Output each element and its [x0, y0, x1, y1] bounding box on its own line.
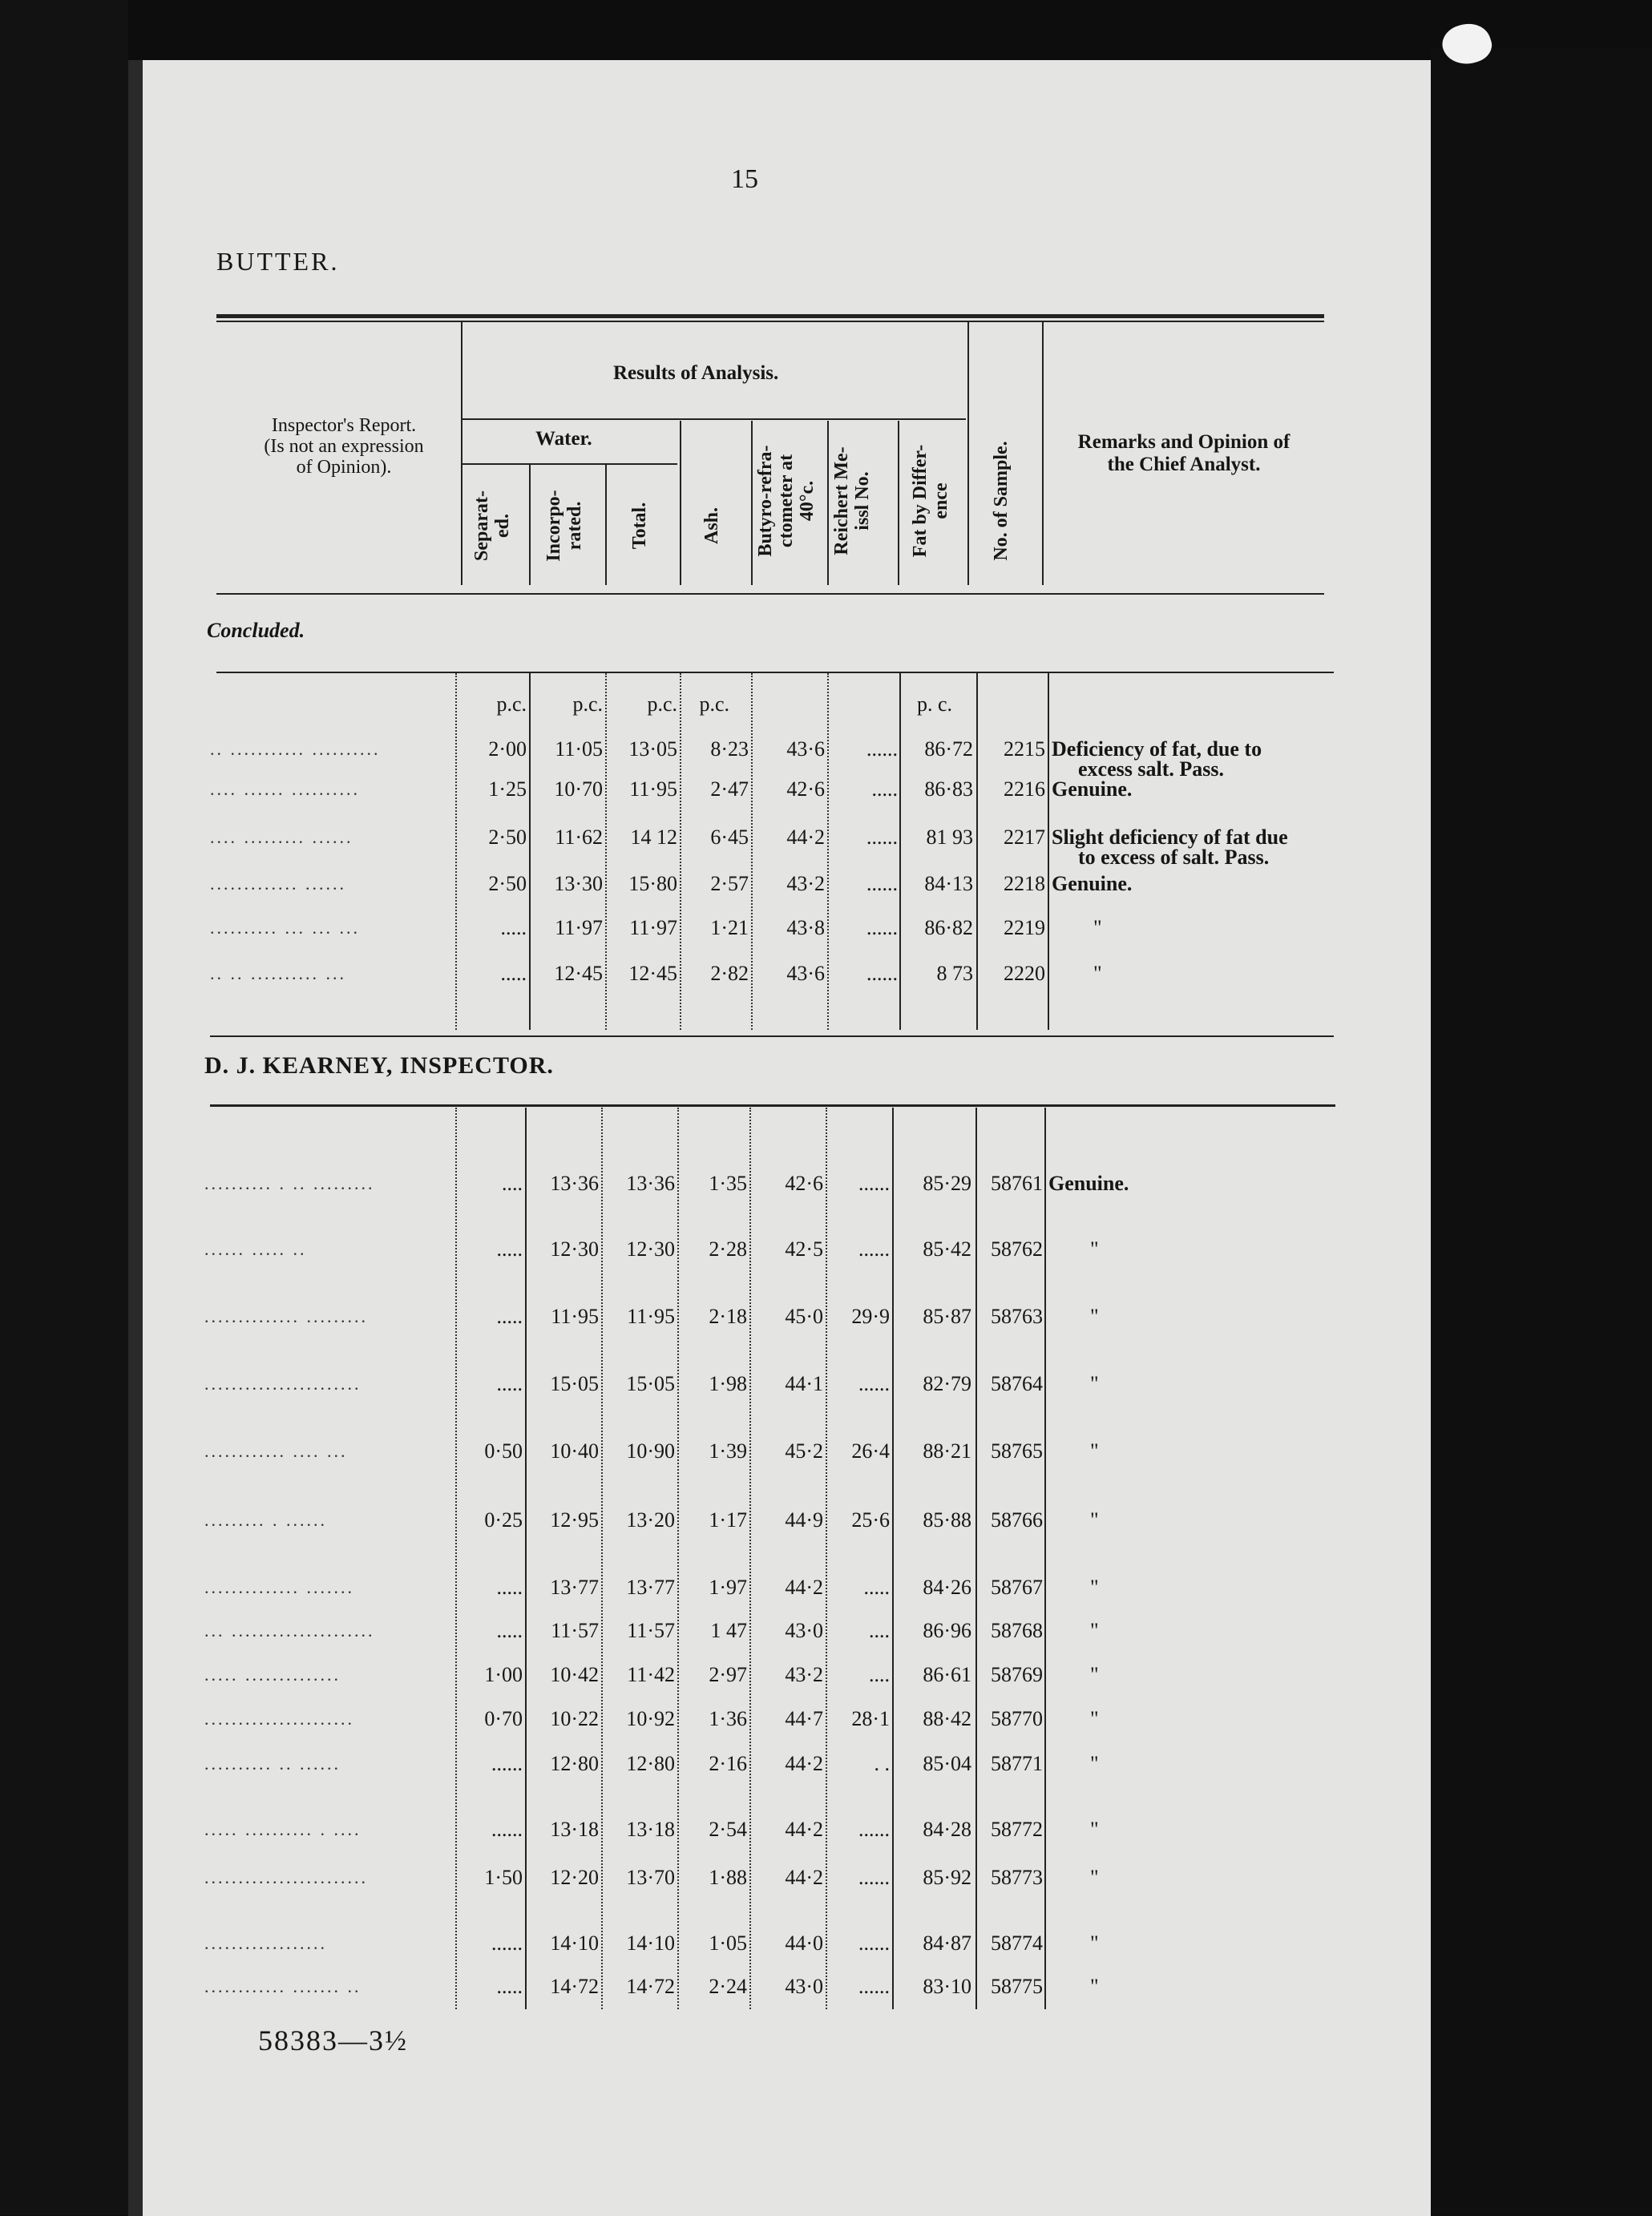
ash-cell: 2·16 [709, 1752, 747, 1775]
sample-no-cell: 58764 [991, 1372, 1043, 1395]
sep-cell: ...... [491, 1931, 523, 1955]
unit-sep: p.c. [496, 692, 527, 716]
reichert-cell: ...... [858, 1975, 890, 1998]
footer-code: 58383—3½ [258, 2024, 408, 2057]
fat-cell: 86·61 [923, 1663, 971, 1686]
header-vline [461, 321, 462, 585]
reichert-cell: .... [869, 1663, 890, 1686]
ash-cell: 2·18 [709, 1305, 747, 1328]
tot-cell: 14·10 [626, 1931, 675, 1955]
table1-top-rule [216, 672, 1334, 673]
tot-cell: 10·92 [626, 1707, 675, 1730]
header-line: of Opinion). [296, 457, 392, 478]
butyro-cell: 44·9 [785, 1508, 823, 1532]
butyro-cell: 43·0 [785, 1619, 823, 1642]
header-line: Fat by Differ- [910, 444, 931, 558]
reichert-cell: ...... [866, 916, 898, 939]
header-vline [751, 421, 753, 585]
page-gutter-shadow [128, 60, 143, 2216]
ash-cell: 2·28 [709, 1237, 747, 1261]
incorporated-col-header [543, 462, 592, 590]
sep-cell: ...... [491, 1818, 523, 1841]
sample-no-cell: 2216 [1004, 777, 1045, 801]
header-line: Reichert Me- [831, 446, 852, 555]
tot-cell: 12·45 [628, 962, 677, 985]
reichert-cell: ...... [858, 1237, 890, 1261]
inc-cell: 10·22 [550, 1707, 599, 1730]
tot-cell: 12·30 [626, 1237, 675, 1261]
butyro-cell: 44·2 [785, 1818, 823, 1841]
butyro-cell: 43·2 [786, 872, 825, 895]
sample-no-cell: 58763 [991, 1305, 1043, 1328]
reichert-cell: ...... [858, 1818, 890, 1841]
sep-cell: 0·50 [484, 1439, 523, 1463]
remark-cell: " [1090, 1439, 1099, 1463]
tot-cell: 14·72 [626, 1975, 675, 1998]
reichert-cell: ...... [858, 1372, 890, 1395]
inc-cell: 10·42 [550, 1663, 599, 1686]
remark-cell: " [1090, 1305, 1099, 1328]
row-leader-dots: ... ..................... [204, 1621, 375, 1641]
tot-cell: 13·36 [626, 1172, 675, 1195]
sep-cell: ..... [496, 1237, 523, 1261]
fat-col-header [910, 433, 956, 569]
header-line: ctometer at [776, 454, 797, 548]
ash-cell: 2·82 [710, 962, 749, 985]
table2-vline [455, 1108, 457, 2009]
butyro-cell: 43·0 [785, 1975, 823, 1998]
page-number: 15 [731, 164, 758, 194]
butyro-cell: 45·2 [785, 1439, 823, 1463]
sep-cell: ...... [491, 1752, 523, 1775]
header-line: Incorpo- [543, 490, 564, 562]
inc-cell: 14·72 [550, 1975, 599, 1998]
inc-cell: 11·97 [555, 916, 603, 939]
remark-line: Slight deficiency of fat due [1052, 825, 1288, 849]
row-leader-dots: .......... .. ...... [204, 1754, 341, 1774]
remark-line: Genuine. [1052, 777, 1133, 801]
scan-background-right [1431, 48, 1652, 2215]
unit-inc: p.c. [572, 692, 603, 716]
sample-no-cell: 58762 [991, 1237, 1043, 1261]
sep-cell: ..... [496, 1975, 523, 1998]
tot-cell: 15·05 [626, 1372, 675, 1395]
header-line: 40°c. [797, 480, 818, 522]
inc-cell: 11·05 [555, 737, 603, 761]
tot-cell: 10·90 [626, 1439, 675, 1463]
header-line: issl No. [852, 471, 873, 531]
header-vline [967, 321, 969, 585]
inc-cell: 11·57 [551, 1619, 599, 1642]
inspector-heading: D. J. KEARNEY, INSPECTOR. [204, 1052, 554, 1079]
remarks-header [1052, 431, 1316, 476]
remark-cell: " [1090, 1663, 1099, 1686]
sep-cell: 0·70 [484, 1707, 523, 1730]
sample-no-cell: 58768 [991, 1619, 1043, 1642]
butyro-cell: 42·6 [786, 777, 825, 801]
row-leader-dots: .......... . .. ......... [204, 1173, 375, 1193]
butyro-cell: 44·2 [785, 1866, 823, 1889]
sample-no-cell: 58774 [991, 1931, 1043, 1955]
ash-cell: 2·24 [709, 1975, 747, 1998]
remark-cell: Genuine. [1048, 1172, 1129, 1195]
sample-no-cell: 2218 [1004, 872, 1045, 895]
results-of-analysis-header: Results of Analysis. [613, 362, 779, 384]
header-line: Remarks and Opinion of [1077, 431, 1290, 453]
remark-line: " [1093, 962, 1102, 985]
ash-cell: 1·05 [709, 1931, 747, 1955]
fat-cell: 85·42 [923, 1237, 971, 1261]
tot-cell: 13·77 [626, 1576, 675, 1599]
tot-cell: 13·18 [626, 1818, 675, 1841]
header-vline [898, 421, 899, 585]
table2-top-rule [210, 1104, 1335, 1107]
sep-cell: 2·00 [488, 737, 527, 761]
sep-cell: 2·50 [488, 872, 527, 895]
remark-line: excess salt. Pass. [1078, 757, 1224, 781]
document-page [128, 60, 1431, 2216]
header-vline [529, 463, 531, 585]
remark-cell: " [1090, 1619, 1099, 1642]
remark-cell: " [1090, 1576, 1099, 1599]
butyro-cell: 44·0 [785, 1931, 823, 1955]
reichert-cell: ...... [858, 1172, 890, 1195]
header-line: ed. [492, 514, 513, 538]
inc-cell: 10·40 [550, 1439, 599, 1463]
remark-cell: " [1090, 1818, 1099, 1841]
sample-col-header: No. of Sample. [991, 441, 1012, 561]
sep-cell: ..... [500, 916, 527, 939]
reichert-cell: 26·4 [851, 1439, 890, 1463]
fat-cell: 85·29 [923, 1172, 971, 1195]
ash-cell: 2·47 [710, 777, 749, 801]
row-leader-dots: .......... ... ... ... [210, 918, 360, 938]
remark-line: " [1093, 916, 1102, 939]
reichert-cell: 29·9 [851, 1305, 890, 1328]
remark-cell: " [1090, 1707, 1099, 1730]
ash-cell: 2·57 [710, 872, 749, 895]
header-line: rated. [564, 501, 585, 551]
sep-cell: ..... [496, 1372, 523, 1395]
reichert-cell: . . [874, 1752, 890, 1775]
row-leader-dots: ........................ [204, 1867, 368, 1887]
reichert-cell: ..... [871, 777, 898, 801]
tot-cell: 13·05 [628, 737, 677, 761]
inc-cell: 12·45 [554, 962, 603, 985]
butyro-cell: 45·0 [785, 1305, 823, 1328]
table1-bottom-rule [210, 1035, 1334, 1037]
row-leader-dots: ...... ..... .. [204, 1239, 307, 1259]
reichert-cell: 28·1 [851, 1707, 890, 1730]
row-leader-dots: .............. ....... [204, 1577, 354, 1597]
sep-cell: ..... [496, 1619, 523, 1642]
row-leader-dots: ....................... [204, 1374, 362, 1394]
fat-cell: 85·04 [923, 1752, 971, 1775]
butyro-cell: 43·2 [785, 1663, 823, 1686]
sample-no-cell: 58770 [991, 1707, 1043, 1730]
sep-cell: 0·25 [484, 1508, 523, 1532]
sample-no-cell: 2220 [1004, 962, 1045, 985]
remark-cell: " [1090, 1931, 1099, 1955]
header-vline [605, 463, 607, 585]
inc-cell: 10·70 [554, 777, 603, 801]
row-leader-dots: .............. ......... [204, 1306, 368, 1326]
inc-cell: 12·95 [550, 1508, 599, 1532]
unit-fat: p. c. [916, 692, 952, 716]
ash-cell: 1·88 [709, 1866, 747, 1889]
reichert-cell: ...... [858, 1931, 890, 1955]
row-leader-dots: ............ .... ... [204, 1441, 348, 1461]
row-leader-dots: ...................... [204, 1709, 354, 1729]
reichert-cell: ...... [858, 1866, 890, 1889]
book-spine-shadow [0, 0, 128, 2215]
butyro-cell: 44·2 [785, 1752, 823, 1775]
header-vline [680, 421, 681, 585]
fat-cell: 86·83 [924, 777, 973, 801]
inc-cell: 13·30 [554, 872, 603, 895]
fat-cell: 84·26 [923, 1576, 971, 1599]
ash-cell: 8·23 [710, 737, 749, 761]
unit-tot: p.c. [647, 692, 677, 716]
remark-line: Genuine. [1052, 872, 1133, 895]
row-leader-dots: ..... .......... . .... [204, 1819, 362, 1839]
header-vline [1042, 321, 1044, 585]
fat-cell: 86·82 [924, 916, 973, 939]
sep-cell: 1·00 [484, 1663, 523, 1686]
fat-cell: 83·10 [923, 1975, 971, 1998]
ash-col-header: Ash. [701, 507, 722, 545]
butyro-cell: 42·5 [785, 1237, 823, 1261]
ash-cell: 2·54 [709, 1818, 747, 1841]
fat-cell: 8 73 [936, 962, 973, 985]
ash-cell: 1·39 [709, 1439, 747, 1463]
inc-cell: 11·95 [551, 1305, 599, 1328]
concluded-label: Concluded. [207, 619, 305, 642]
header-line: Butyro-refra- [755, 445, 776, 557]
sep-cell: ..... [496, 1305, 523, 1328]
reichert-cell: ...... [866, 825, 898, 849]
remark-line: to excess of salt. Pass. [1078, 846, 1270, 869]
header-top-rule [216, 314, 1324, 318]
sample-no-cell: 58766 [991, 1508, 1043, 1532]
butyro-cell: 44·2 [785, 1576, 823, 1599]
ash-cell: 1·36 [709, 1707, 747, 1730]
reichert-cell: ...... [866, 737, 898, 761]
sample-no-cell: 58765 [991, 1439, 1043, 1463]
unit-ash: p.c. [699, 692, 729, 716]
fat-cell: 85·87 [923, 1305, 971, 1328]
row-leader-dots: .... ...... .......... [210, 779, 360, 799]
sample-no-cell: 2215 [1004, 737, 1045, 761]
remark-line: Deficiency of fat, due to [1052, 737, 1262, 761]
reichert-cell: ..... [863, 1576, 890, 1599]
inspector-report-header [232, 415, 455, 478]
tot-cell: 11·42 [627, 1663, 675, 1686]
fat-cell: 84·87 [923, 1931, 971, 1955]
sep-cell: 1·50 [484, 1866, 523, 1889]
butyro-cell: 42·6 [785, 1172, 823, 1195]
butyro-cell: 44·1 [785, 1372, 823, 1395]
ash-cell: 1·17 [709, 1508, 747, 1532]
reichert-cell: ...... [866, 872, 898, 895]
sample-no-cell: 58773 [991, 1866, 1043, 1889]
total-col-header: Total. [629, 502, 650, 550]
butyro-cell: 43·8 [786, 916, 825, 939]
header-line: Separat- [471, 490, 492, 561]
fat-cell: 85·88 [923, 1508, 971, 1532]
tot-cell: 11·95 [629, 777, 677, 801]
row-leader-dots: ............ ....... .. [204, 1976, 362, 1996]
remark-cell: " [1090, 1508, 1099, 1532]
row-leader-dots: ............. ...... [210, 874, 346, 894]
tot-cell: 14 12 [630, 825, 677, 849]
sample-no-cell: 2217 [1004, 825, 1045, 849]
fat-cell: 86·96 [923, 1619, 971, 1642]
row-leader-dots: ......... . ...... [204, 1510, 327, 1530]
sample-no-cell: 58771 [991, 1752, 1043, 1775]
ash-cell: 1 47 [710, 1619, 747, 1642]
table2-vline [1044, 1108, 1046, 2009]
ash-cell: 1·98 [709, 1372, 747, 1395]
fat-cell: 88·21 [923, 1439, 971, 1463]
table1-vline [455, 673, 457, 1030]
sample-no-cell: 58775 [991, 1975, 1043, 1998]
header-line: the Chief Analyst. [1107, 454, 1261, 475]
row-leader-dots: ..... .............. [204, 1665, 341, 1685]
remark-cell: " [1090, 1975, 1099, 1998]
sample-no-cell: 58767 [991, 1576, 1043, 1599]
fat-cell: 81 93 [926, 825, 973, 849]
ash-cell: 1·35 [709, 1172, 747, 1195]
section-title: BUTTER. [216, 247, 340, 276]
inc-cell: 14·10 [550, 1931, 599, 1955]
row-leader-dots: .................. [204, 1933, 327, 1953]
sep-cell: .... [502, 1172, 523, 1195]
header-line: Inspector's Report. [271, 415, 417, 436]
ash-cell: 2·97 [709, 1663, 747, 1686]
row-leader-dots: .... ......... ...... [210, 827, 353, 847]
water-header: Water. [535, 428, 592, 450]
ash-cell: 1·97 [709, 1576, 747, 1599]
sample-no-cell: 2219 [1004, 916, 1045, 939]
sample-no-cell: 58761 [991, 1172, 1043, 1195]
sep-cell: ..... [496, 1576, 523, 1599]
sep-cell: ..... [500, 962, 527, 985]
tot-cell: 13·20 [626, 1508, 675, 1532]
remark-cell: " [1090, 1237, 1099, 1261]
header-vline [827, 421, 829, 585]
fat-cell: 82·79 [923, 1372, 971, 1395]
header-line: (Is not an expression [264, 436, 424, 457]
reichert-col-header [831, 433, 878, 569]
results-subrule [462, 418, 966, 420]
fat-cell: 84·28 [923, 1818, 971, 1841]
fat-cell: 86·72 [924, 737, 973, 761]
inc-cell: 13·36 [550, 1172, 599, 1195]
reichert-cell: .... [869, 1619, 890, 1642]
inc-cell: 12·80 [550, 1752, 599, 1775]
tot-cell: 11·97 [629, 916, 677, 939]
tot-cell: 11·57 [627, 1619, 675, 1642]
table1-vline [1048, 673, 1049, 1030]
tot-cell: 11·95 [627, 1305, 675, 1328]
reichert-cell: ...... [866, 962, 898, 985]
remark-cell: " [1090, 1752, 1099, 1775]
row-leader-dots: .. .. .......... ... [210, 963, 346, 983]
tot-cell: 13·70 [626, 1866, 675, 1889]
ash-cell: 6·45 [710, 825, 749, 849]
sep-cell: 1·25 [488, 777, 527, 801]
fat-cell: 84·13 [924, 872, 973, 895]
row-leader-dots: .. ........... .......... [210, 739, 381, 759]
inc-cell: 12·30 [550, 1237, 599, 1261]
header-line: ence [931, 482, 951, 519]
remark-cell: " [1090, 1372, 1099, 1395]
butyro-cell: 44·7 [785, 1707, 823, 1730]
inc-cell: 13·77 [550, 1576, 599, 1599]
inc-cell: 11·62 [555, 825, 603, 849]
separated-col-header [471, 462, 519, 590]
inc-cell: 12·20 [550, 1866, 599, 1889]
butyro-col-header [755, 401, 822, 601]
sample-no-cell: 58769 [991, 1663, 1043, 1686]
inc-cell: 15·05 [550, 1372, 599, 1395]
tot-cell: 12·80 [626, 1752, 675, 1775]
butyro-cell: 43·6 [786, 962, 825, 985]
remark-cell: " [1090, 1866, 1099, 1889]
inc-cell: 13·18 [550, 1818, 599, 1841]
reichert-cell: 25·6 [851, 1508, 890, 1532]
fat-cell: 88·42 [923, 1707, 971, 1730]
header-top-rule-thin [216, 321, 1324, 322]
fat-cell: 85·92 [923, 1866, 971, 1889]
sample-no-cell: 58772 [991, 1818, 1043, 1841]
tot-cell: 15·80 [628, 872, 677, 895]
butyro-cell: 44·2 [786, 825, 825, 849]
ash-cell: 1·21 [710, 916, 749, 939]
sep-cell: 2·50 [488, 825, 527, 849]
butyro-cell: 43·6 [786, 737, 825, 761]
